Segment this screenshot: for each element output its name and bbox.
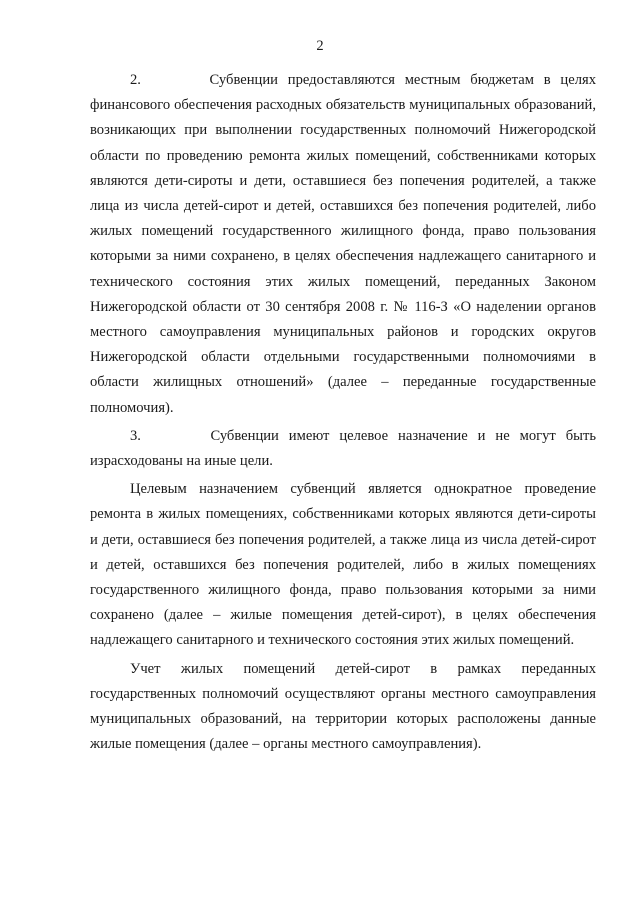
- paragraph-accounting: Учет жилых помещений детей-сирот в рамках переданных государственных полномочий осуществляют органы местного самоуправления муниципальных образований, на территории которых расположены данные жилые помещения (далее – органы местного самоуправления).: [90, 660, 596, 753]
- paragraph-clause-2: 2. Субвенции предоставляются местным бюджетам в целях финансового обеспечения расходных обязательств муниципальных образований, возникающих при выполнении государственных полномочий Нижегородской области по проведению ремонта жилых помещений, собственниками которых являются дети-сироты и дети, оставшиеся без попечения родителей, а также лица из числа детей-сирот и детей, оставшихся без попечения родителей, либо жилых помещений государственного жилищного фонда, право пользования которыми за ними сохранено, в целях обеспечения надлежащего санитарного и технического состояния этих жилых помещений, переданных Законом Нижегородской области от 30 сентября 2008 г. № 116-З «О наделении органов местного самоуправления муниципальных районов и городских округов Нижегородской области отдельными государственными полномочиями в области жилищных отношений» (далее – переданные государственные полномочия).: [90, 72, 596, 416]
- paragraph-purpose: Целевым назначением субвенций является однократное проведение ремонта в жилых помещениях, собственниками которых являются дети-сироты и дети, оставшиеся без попечения родителей, а также лица из числа детей-сирот и детей, оставшихся без попечения родителей, либо в жилых помещениях государственного жилищного фонда, право пользования которыми за ними сохранено (далее – жилые помещения детей-сирот), в целях обеспечения надлежащего санитарного и технического состояния этих жилых помещений.: [90, 481, 596, 649]
- paragraph-clause-3: 3. Субвенции имеют целевое назначение и не могут быть израсходованы на иные цели.: [90, 427, 596, 470]
- document-body: [90, 68, 596, 757]
- page-number: 2: [316, 38, 324, 54]
